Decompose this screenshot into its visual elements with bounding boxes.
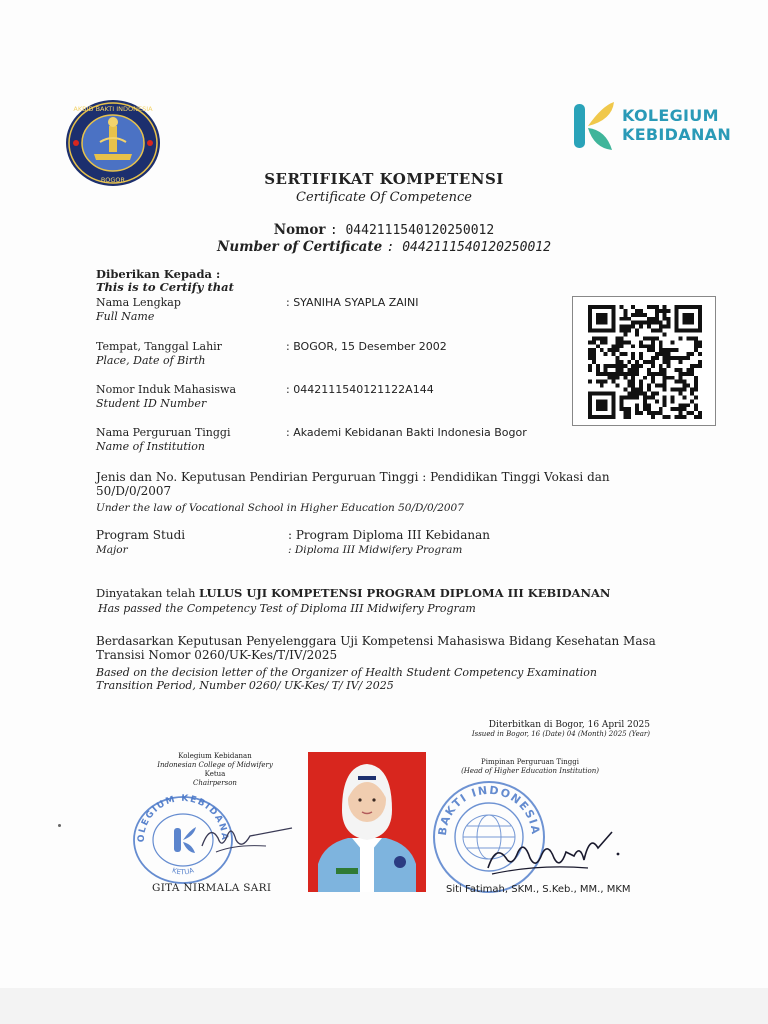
certificate-title bbox=[0, 170, 768, 205]
field-label-full-name: Nama Lengkap Full Name bbox=[96, 296, 181, 323]
declaration-prefix: Dinyatakan telah bbox=[96, 586, 200, 600]
page-bottom-margin bbox=[0, 988, 768, 1024]
declaration-bold: LULUS UJI KOMPETENSI PROGRAM DIPLOMA III KEBIDANAN bbox=[199, 586, 611, 600]
kolegium-kebidanan-logo bbox=[572, 98, 742, 154]
field-label-institution: Nama Perguruan Tinggi Name of Institution bbox=[96, 426, 231, 453]
signature-right bbox=[478, 824, 638, 884]
declaration-text bbox=[96, 586, 610, 600]
issued-text-en: Issued in Bogor, 16 (Date) 04 (Month) 2025 (Year) bbox=[471, 730, 650, 738]
seal-text-top: AKBID BAKTI INDONESIA bbox=[73, 105, 153, 113]
basis-text-id: Berdasarkan Keputusan Penyelenggara Uji Kompetensi Mahasiswa Bidang Kesehatan Masa Transisi Nomor 0260/UK-Kes/T/IV/2025 bbox=[96, 634, 656, 662]
kolegium-logo-line2: KEBIDANAN bbox=[622, 125, 732, 144]
signatory-right-name: Siti Fatimah, SKM., S.Keb., MM., MKM bbox=[446, 884, 631, 895]
field-value-institution: : Akademi Kebidanan Bakti Indonesia Bogor bbox=[286, 426, 527, 439]
field-value-full-name: : SYANIHA SYAPLA ZAINI bbox=[286, 296, 419, 309]
decree-text-en: Under the law of Vocational School in Higher Education 50/D/0/2007 bbox=[96, 502, 464, 514]
signatory-left-title: Kolegium Kebidanan Indonesian College of Midwifery Ketua Chairperson bbox=[157, 752, 273, 787]
decree-text-id: Jenis dan No. Keputusan Pendirian Perguruan Tinggi : Pendidikan Tinggi Vokasi dan 50/D/0/2007 bbox=[96, 470, 610, 498]
qr-code-icon bbox=[587, 305, 703, 419]
signature-left bbox=[196, 816, 296, 860]
field-value-student-id: : 0442111540121122A144 bbox=[286, 383, 434, 396]
field-label-student-id: Nomor Induk Mahasiswa Student ID Number bbox=[96, 383, 237, 410]
field-label-birth: Tempat, Tanggal Lahir Place, Date of Birth bbox=[96, 340, 222, 367]
issued-info bbox=[440, 720, 650, 738]
number-label-id: Nomor bbox=[273, 222, 326, 238]
signatory-right-title: Pimpinan Perguruan Tinggi (Head of Higher Education Institution) bbox=[461, 758, 599, 775]
student-photo bbox=[308, 752, 426, 892]
declaration-text-en: Has passed the Competency Test of Diploma III Midwifery Program bbox=[98, 602, 476, 615]
svg-text:KETUA: KETUA bbox=[170, 866, 195, 877]
number-value-id: : 0442111540120250012 bbox=[329, 223, 495, 238]
given-to-label-en: This is to Certify that bbox=[96, 280, 234, 294]
program-value: : Program Diploma III Kebidanan : Diploma III Midwifery Program bbox=[288, 528, 490, 556]
given-to-label-id: Diberikan Kepada : bbox=[96, 267, 221, 281]
given-to bbox=[96, 268, 234, 294]
number-value-en: : 0442111540120250012 bbox=[386, 240, 551, 255]
kolegium-logo-line1: KOLEGIUM bbox=[622, 106, 719, 125]
qr-code[interactable] bbox=[572, 296, 716, 426]
kolegium-leaf-icon bbox=[572, 100, 616, 152]
seal-text-bottom: BOGOR bbox=[100, 176, 126, 184]
title-sub: Certificate Of Competence bbox=[296, 190, 472, 205]
certificate-number-block bbox=[0, 222, 768, 256]
basis-text-en: Based on the decision letter of the Organizer of Health Student Competency Examination Transition Period, Number 0260/ UK-Kes/ T/ IV/ 2025 bbox=[96, 666, 597, 692]
title-main: SERTIFIKAT KOMPETENSI bbox=[264, 170, 504, 188]
field-value-birth: : BOGOR, 15 Desember 2002 bbox=[286, 340, 447, 353]
svg-text:KOLEGIUM KEBIDANAN: OLEGIUM KEBIDANA bbox=[136, 794, 230, 843]
svg-text:BAKTI INDONESIA: BAKTI INDONESIA bbox=[435, 783, 543, 837]
issued-text-id: Diterbitkan di Bogor, 16 April 2025 bbox=[488, 720, 650, 730]
program-label: Program Studi Major bbox=[96, 528, 186, 556]
number-label-en: Number of Certificate bbox=[217, 239, 383, 255]
signatory-left-name: GITA NIRMALA SARI bbox=[152, 882, 272, 894]
scan-speck bbox=[58, 824, 61, 827]
